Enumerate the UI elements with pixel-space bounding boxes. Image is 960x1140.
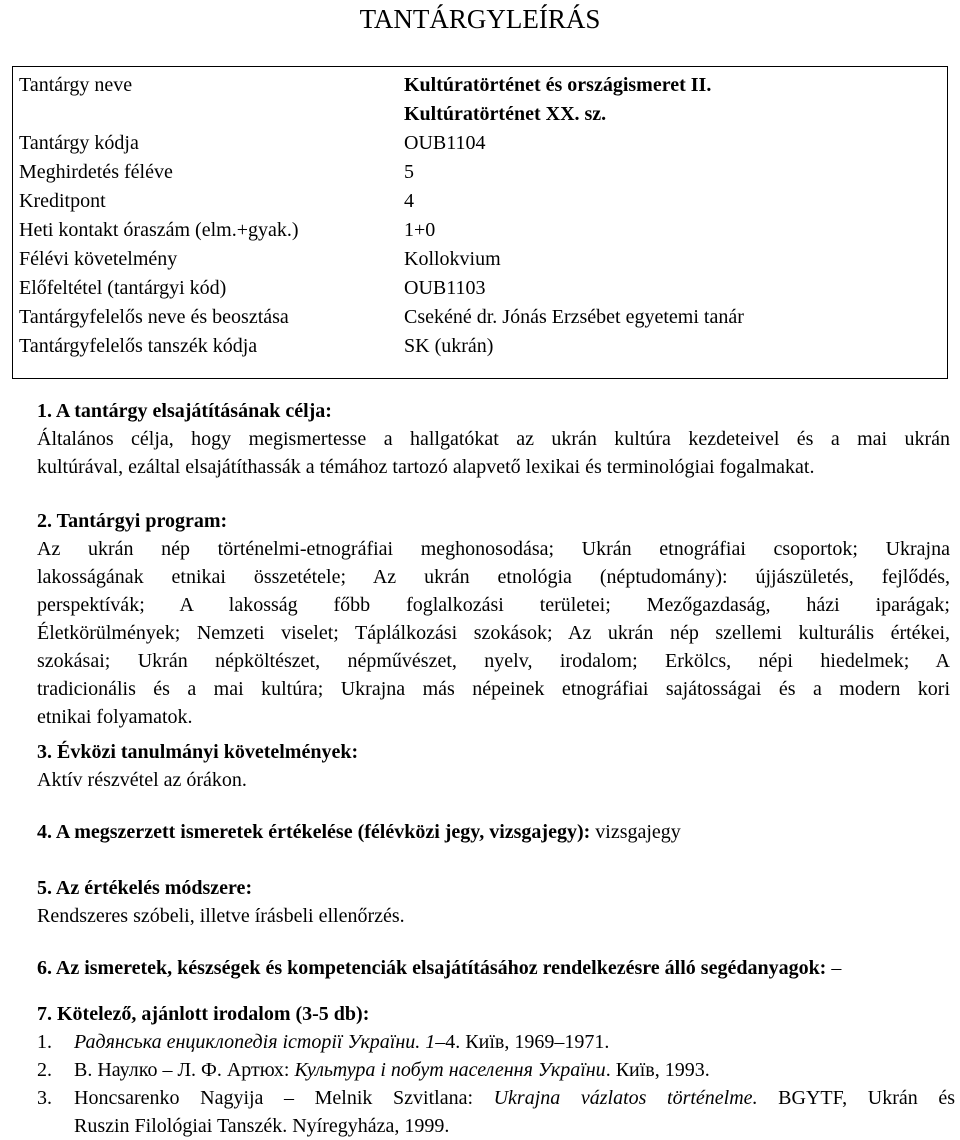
info-label: Heti kontakt óraszám (elm.+gyak.) <box>19 219 299 241</box>
section-heading: 7. Kötelező, ajánlott irodalom (3-5 db): <box>37 1003 370 1025</box>
section-body <box>37 425 950 453</box>
reference-authors: В. Наулко – Л. Ф. Артюх: <box>74 1059 295 1081</box>
info-row-subject-name <box>19 71 939 100</box>
text-line: perspektívák; A lakosság főbb foglalkozási területei; Mezőgazdaság, házi iparágak; <box>37 594 950 616</box>
info-row-subject-name-cont <box>19 100 939 129</box>
text-line: Általános célja, hogy megismertesse a hallgatókat az ukrán kultúra kezdeteivel és a mai ukrán <box>37 428 950 450</box>
reference-text <box>74 1028 955 1056</box>
section-6 <box>37 954 950 982</box>
section-3 <box>37 738 950 794</box>
reference-title: Культура і побут населення України <box>294 1059 606 1081</box>
info-row-department <box>19 332 939 361</box>
info-row-responsible <box>19 303 939 332</box>
info-label: Kreditpont <box>19 190 106 212</box>
reference-number: 3. <box>37 1087 52 1109</box>
section-heading: 4. A megszerzett ismeretek értékelése (félévközi jegy, vizsgajegy): <box>37 821 591 843</box>
info-label: Félévi követelmény <box>19 248 178 270</box>
subject-info-table <box>12 66 948 379</box>
text-line: lakosságának etnikai összetétele; Az ukrán etnológia (néptudomány): újjászületés, fejlődés, <box>37 566 950 588</box>
info-value: OUB1103 <box>404 277 486 299</box>
section-body <box>37 535 950 703</box>
info-value: 5 <box>404 161 414 183</box>
info-label: Tantárgy kódja <box>19 132 139 154</box>
text-line: Az ukrán nép történelmi-etnográfiai meghonosodása; Ukrán etnográfiai csoportok; Ukrajna <box>37 538 950 560</box>
info-value: SK (ukrán) <box>404 335 494 357</box>
reference-title: Радянська енциклопедія історії України. 1 <box>74 1031 436 1053</box>
section-heading: 5. Az értékelés módszere: <box>37 877 253 899</box>
text-line: tradicionális és a mai kultúra; Ukrajna más népeinek etnográfiai sajátosságai és a modern kori <box>37 678 950 700</box>
section-heading: 6. Az ismeretek, készségek és kompetenciák elsajátításához rendelkezésre álló segédanyagok: <box>37 957 827 979</box>
section-body: Rendszeres szóbeli, illetve írásbeli ellenőrzés. <box>37 905 405 927</box>
info-value: OUB1104 <box>404 132 486 154</box>
reference-text <box>74 1056 955 1084</box>
section-heading: 2. Tantárgyi program: <box>37 510 228 532</box>
reference-line <box>74 1084 955 1112</box>
page-title: TANTÁRGYLEÍRÁS <box>359 4 601 34</box>
info-value: Kollokvium <box>404 248 501 270</box>
info-row-prerequisite <box>19 274 939 303</box>
subject-name-value: Kultúratörténet és országismeret II. <box>404 74 712 96</box>
info-label: Tantárgyfelelős tanszék kódja <box>19 335 258 357</box>
reference-rest: –4. Київ, 1969–1971. <box>435 1031 610 1053</box>
subject-name-value-line2: Kultúratörténet XX. sz. <box>404 103 607 125</box>
info-row-semester <box>19 158 939 187</box>
section-7 <box>37 1000 950 1028</box>
section-heading: 3. Évközi tanulmányi követelmények: <box>37 741 359 763</box>
reference-line: Ruszin Filológiai Tanszék. Nyíregyháza, 1999. <box>74 1115 450 1137</box>
section-4 <box>37 818 950 846</box>
section-heading-line <box>37 954 950 982</box>
info-label: Tantárgy neve <box>19 74 133 96</box>
reference-rest: BGYTF, Ukrán és <box>757 1087 955 1109</box>
info-row-hours <box>19 216 939 245</box>
text-line: kultúrával, ezáltal elsajátíthassák a témához tartozó alapvető lexikai és terminológiai fogalmakat. <box>37 456 815 478</box>
text-line: Életkörülmények; Nemzeti viselet; Táplálkozási szokások; Az ukrán nép szellemi kulturális értékei, <box>37 622 950 644</box>
section-value: – <box>826 957 842 979</box>
reference-authors: Honcsarenko Nagyija – Melnik Szvitlana: <box>74 1087 494 1109</box>
info-row-requirement <box>19 245 939 274</box>
reference-rest: . Київ, 1993. <box>605 1059 710 1081</box>
text-line: etnikai folyamatok. <box>37 706 193 728</box>
info-value: 1+0 <box>404 219 436 241</box>
reference-number: 2. <box>37 1059 52 1081</box>
text-line: szokásai; Ukrán népköltészet, népművészet, nyelv, irodalom; Erkölcs, népi hiedelmek; A <box>37 650 950 672</box>
section-5 <box>37 874 950 930</box>
info-label: Előfeltétel (tantárgyi kód) <box>19 277 227 299</box>
section-heading: 1. A tantárgy elsajátításának célja: <box>37 400 332 422</box>
info-label: Tantárgyfelelős neve és beosztása <box>19 306 289 328</box>
section-1 <box>37 397 950 481</box>
reference-number: 1. <box>37 1031 52 1053</box>
info-row-credit <box>19 187 939 216</box>
section-value: vizsgajegy <box>590 821 681 843</box>
reference-title: Ukrajna vázlatos történelme. <box>493 1087 758 1109</box>
reference-text <box>74 1084 955 1140</box>
info-value: Csekéné dr. Jónás Erzsébet egyetemi tanár <box>404 306 744 328</box>
info-row-code <box>19 129 939 158</box>
section-2 <box>37 507 950 731</box>
info-value: 4 <box>404 190 414 212</box>
section-body: Aktív részvétel az órákon. <box>37 769 247 791</box>
info-label: Meghirdetés féléve <box>19 161 173 183</box>
section-heading-line <box>37 818 950 846</box>
